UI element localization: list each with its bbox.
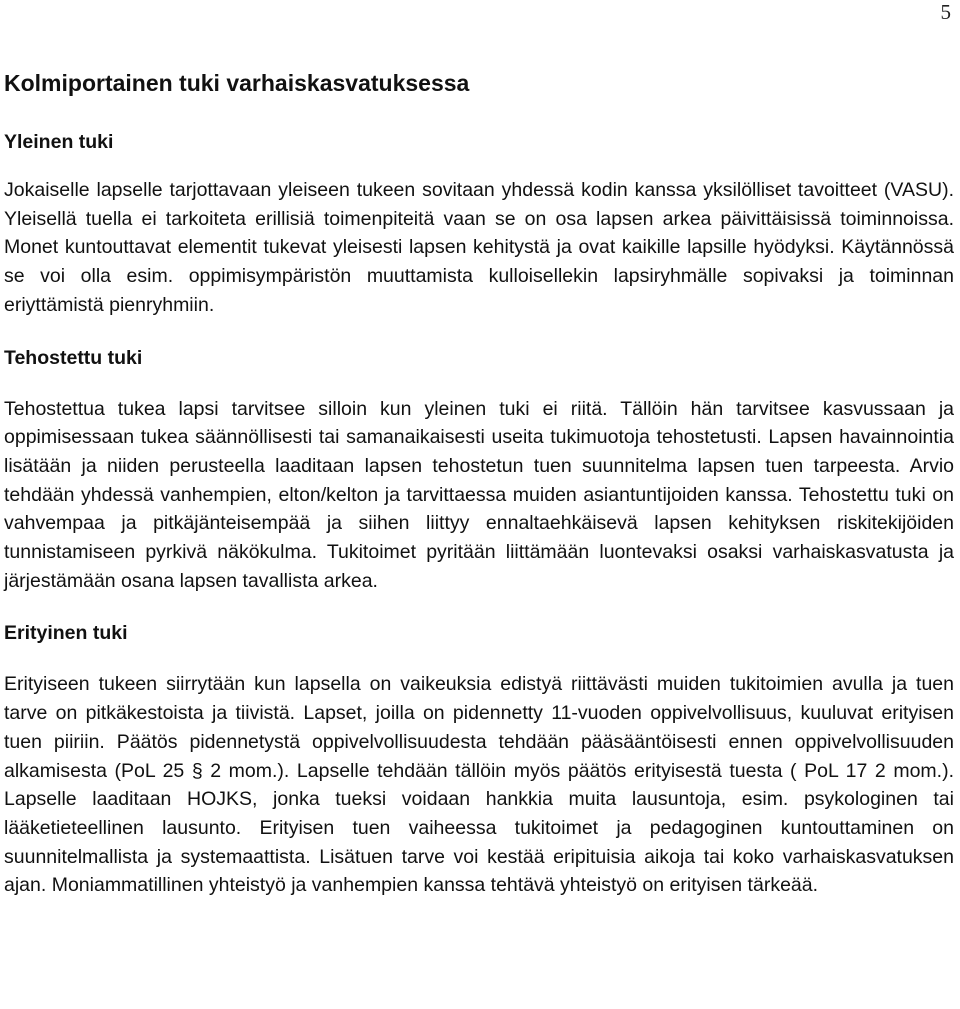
section-heading-erityinen-tuki: Erityinen tuki: [4, 622, 128, 645]
document-body: [4, 67, 954, 900]
page-number: 5: [940, 0, 951, 24]
section-paragraph-yleinen-tuki: Jokaiselle lapselle tarjottavaan yleiseen tukeen sovitaan yhdessä kodin kanssa yksilölliset tavoitteet (VASU). Yleisellä tuella ei tarkoiteta erillisiä toimenpiteitä vaan se on osa lapsen arkea päivittäisissä toiminnoissa. Monet kuntouttavat elementit tukevat yleisesti lapsen kehitystä ja ovat kaikille lapsille hyödyksi. Käytännössä se voi olla esim. oppimisympäristön muuttamista kulloisellekin lapsiryhmälle sopivaksi ja toiminnan eriyttämistä pienryhmiin.: [4, 179, 954, 316]
section-heading-tehostettu-tuki: Tehostettu tuki: [4, 346, 143, 369]
document-title: Kolmiportainen tuki varhaiskasvatuksessa: [4, 70, 470, 96]
section-paragraph-erityinen-tuki: Erityiseen tukeen siirrytään kun lapsella on vaikeuksia edistyä riittävästi muiden tukitoimien avulla ja tuen tarve on pitkäkestoista ja tiivistä. Lapset, joilla on pidennetty 11-vuoden oppivelvollisuus, kuuluvat erityisen tuen piiriin. Päätös pidennetystä oppivelvollisuudesta tehdään pääsääntöisesti ennen oppivelvollisuuden alkamisesta (PoL 25 § 2 mom.). Lapselle tehdään tällöin myös päätös erityisestä tuesta ( PoL 17 2 mom.). Lapselle laaditaan HOJKS, jonka tueksi voidaan hankkia muita lausuntoja, esim. psykologinen tai lääketieteellinen lausunto. Erityisen tuen vaiheessa tukitoimet ja pedagoginen kuntouttaminen on suunnitelmallista ja systemaattista. Lisätuen tarve voi kestää eripituisia aikoja tai koko varhaiskasvatuksen ajan. Moniammatillinen yhteistyö ja vanhempien kanssa tehtävä yhteistyö on erityisen tärkeää.: [4, 673, 954, 897]
section-heading-yleinen-tuki: Yleinen tuki: [4, 131, 114, 153]
section-paragraph-tehostettu-tuki: Tehostettua tukea lapsi tarvitsee silloin kun yleinen tuki ei riitä. Tällöin hän tarvitsee kasvussaan ja oppimisessaan tukea säännöllisesti tai samanaikaisesti useita tukimuotoja tehostetusti. Lapsen havainnointia lisätään ja niiden perusteella laaditaan lapsen tehostetun tuen suunnitelma lapsen tuen tarpeesta. Arvio tehdään yhdessä vanhempien, elton/kelton ja tarvittaessa muiden asiantuntijoiden kanssa. Tehostettu tuki on vahvempaa ja pitkäjänteisempää ja siihen liittyy ennaltaehkäisevä lapsen kehityksen riskitekijöiden tunnistamiseen pyrkivä näkökulma. Tukitoimet pyritään liittämään luontevaksi osaksi varhaiskasvatusta ja järjestämään osana lapsen tavallista arkea.: [4, 397, 954, 592]
